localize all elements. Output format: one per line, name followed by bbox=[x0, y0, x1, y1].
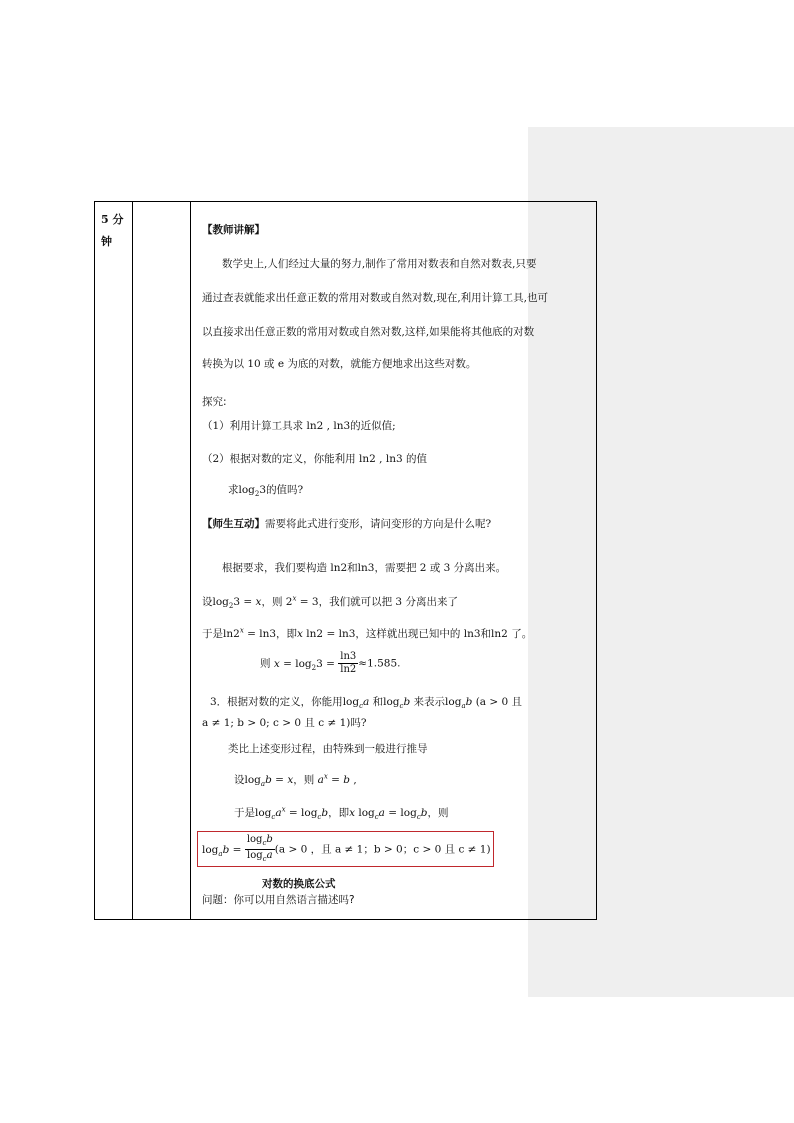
analogy-line: 类比上述变形过程，由特殊到一般进行推导 bbox=[228, 743, 428, 755]
interaction-line: 【师生互动】需要将此式进行变形，请问变形的方向是什么呢? bbox=[202, 518, 492, 530]
so-line: 于是$\log_ca^x = \log_cb$，即x $\log_ca = \log_cb$，则 bbox=[234, 805, 449, 822]
para1-line3: 以直接求出任意正数的常用对数或自然对数,这样,如果能将其他底的对数 bbox=[202, 326, 535, 338]
question-2-line2: 求$\log_23$的值吗? bbox=[228, 484, 304, 499]
then-line: 于是$\ln 2^x = \ln 3$，即x ln2 = ln3，这样就出现已知中的 ln3和ln2 了。 bbox=[202, 626, 533, 640]
lesson-table bbox=[94, 201, 597, 920]
let-line: 设$\log_ab = x$，则 $a^x = b$ , bbox=[234, 772, 357, 789]
question-text: 问题：你可以用自然语言描述吗? bbox=[202, 894, 355, 906]
column-divider bbox=[190, 202, 191, 919]
time-cell: 5 分钟 bbox=[101, 213, 124, 248]
requirement-line: 根据要求，我们要构造 ln2和ln3，需要把 2 或 3 分离出来。 bbox=[222, 562, 507, 574]
explore-label: 探究: bbox=[202, 396, 227, 408]
result-line: 则 $x = \log_23$ = $\frac{\ln 3}{\ln 2}$ ≈1.585. bbox=[260, 651, 401, 675]
para1-line2: 通过查表就能求出任意正数的常用对数或自然对数,现在,利用计算工具,也可 bbox=[202, 292, 549, 304]
item3-line2: a ≠ 1; b > 0; c > 0 且 c ≠ 1)吗? bbox=[202, 717, 367, 729]
set-line: 设$\log_23 = x$，则 $2^x = 3$，我们就可以把 3 分离出来了 bbox=[202, 594, 458, 611]
content-cell bbox=[198, 202, 596, 919]
change-of-base-formula: $\log_ab$ = $\frac{\log_cb}{\log_ca}$ (a > 0 ，且 a ≠ 1；b > 0；c > 0 且 c ≠ 1) bbox=[202, 834, 491, 863]
formula-title: 对数的换底公式 bbox=[262, 878, 336, 890]
para1-line1: 数学史上,人们经过大量的努力,制作了常用对数表和自然对数表,只要 bbox=[222, 258, 537, 270]
item3-line1: 3．根据对数的定义，你能用$\log_ca$ 和$\log_cb$ 来表示$\log_ab$ (a > 0 且 bbox=[210, 696, 523, 711]
para1-line4: 转换为以 10 或 e 为底的对数，就能方便地求出这些对数。 bbox=[202, 358, 477, 370]
question-2: （2）根据对数的定义，你能利用 ln2 , ln3 的值 bbox=[202, 453, 428, 465]
teacher-heading: 【教师讲解】 bbox=[202, 224, 265, 236]
question-1: （1）利用计算工具求 ln2 , ln3的近似值; bbox=[202, 420, 396, 432]
column-divider bbox=[132, 202, 133, 919]
